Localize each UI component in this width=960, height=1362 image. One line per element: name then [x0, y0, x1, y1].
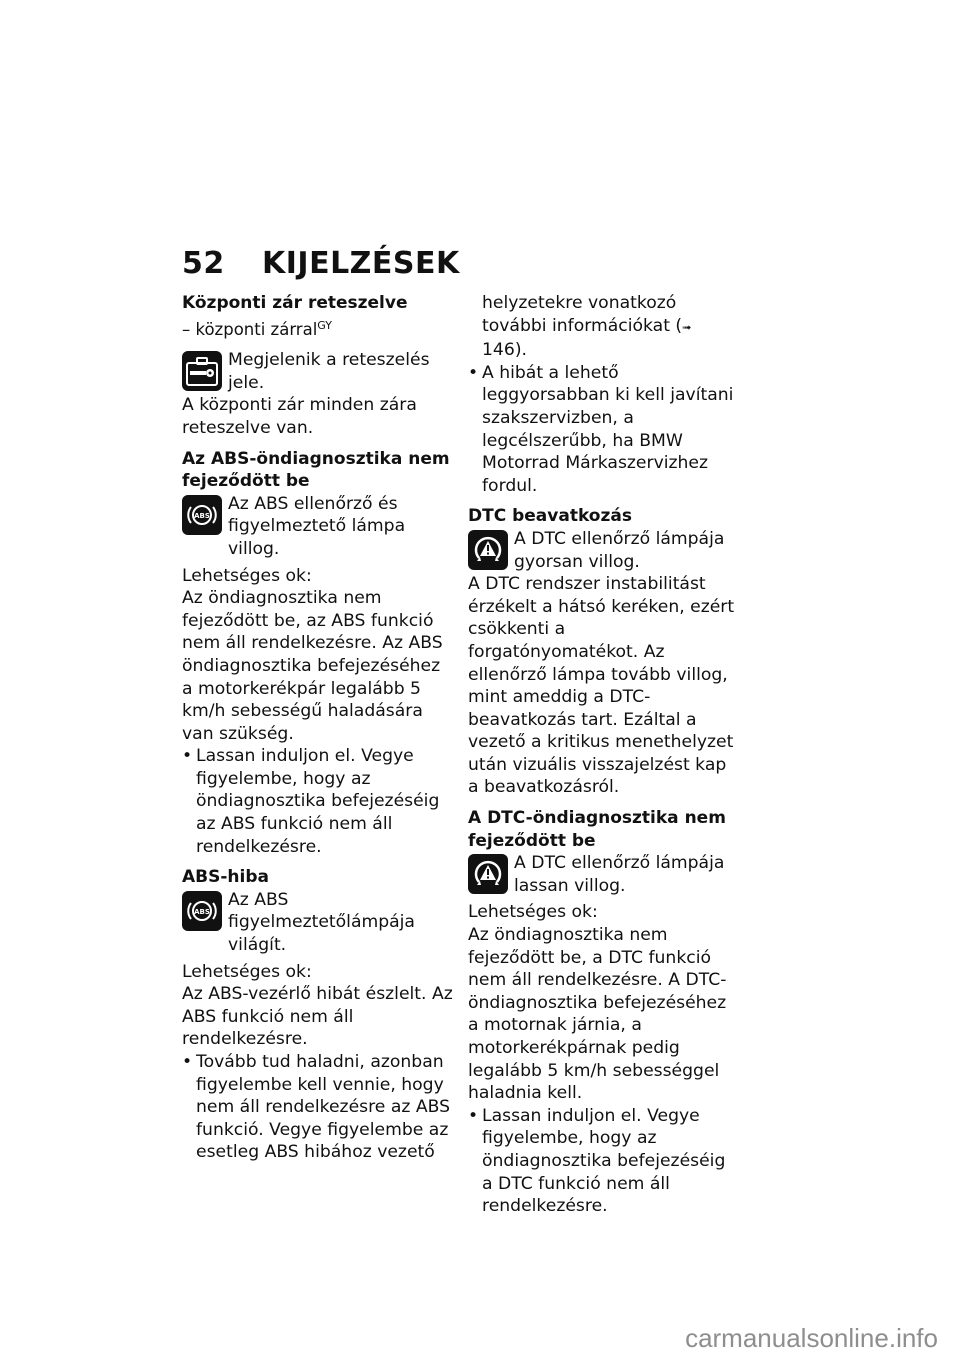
body-text: Az ABS-vezérlő hibát észlelt. Az ABS funkció nem áll rendelkezésre. [182, 984, 453, 1050]
left-column [182, 292, 454, 1164]
indicator-description: A DTC ellenőrző lámpája gyorsan villog. [514, 528, 725, 572]
abs-warning-icon [182, 891, 222, 931]
cause-label: Lehetséges ok: [182, 961, 312, 982]
option-marker: GY [317, 318, 332, 332]
indicator-row [182, 349, 454, 394]
indicator-description: Megjelenik a reteszelés jele. [228, 350, 430, 393]
bullet-item: • Lassan induljon el. Vegye figyelembe, hogy az öndiagnosztika befejezéséig az ABS funkció nem áll rendelkezésre. [182, 745, 454, 858]
bullet-item: • Tovább tud haladni, azonban figyelembe kell vennie, hogy nem áll rendelkezésre az ABS funkció. Vegye figyelembe az esetleg ABS hibához vezető [182, 1051, 454, 1164]
indicator-description: A DTC ellenőrző lámpája lassan villog. [514, 853, 725, 896]
section-heading-abs-selfdiag: Az ABS-öndiagnosztika nem fejeződött be [182, 448, 450, 492]
body-text: A központi zár minden zára reteszelve van. [182, 395, 417, 438]
section-heading-dtc-selfdiag: A DTC-öndiagnosztika nem fejeződött be [468, 808, 726, 851]
bullet-item: • Lassan induljon el. Vegye figyelembe, hogy az öndiagnosztika befejezéséig a DTC funkció nem áll rendelkezésre. [468, 1105, 740, 1218]
dtc-warning-icon [468, 854, 508, 894]
indicator-row [468, 852, 740, 897]
svg-text:ABS: ABS [194, 907, 210, 916]
body-text: A DTC rendszer instabilitást érzékelt a hátsó keréken, ezért csökkenti a forgatónyomatékot. Az ellenőrző lámpa tovább villog, mint ameddig a DTC-beavatkozás tart. Ezáltal a vezető a kritikus menethelyzet után vizuális visszajelzést kap a beavatkozásról. [468, 574, 735, 798]
indicator-row [182, 493, 454, 561]
page-reference-arrow-icon: ➟ [682, 320, 692, 334]
watermark: carmanualsonline.info [685, 1323, 938, 1353]
section-subheading: – központi zárral$^{GY}$ [182, 318, 332, 339]
section-heading-central-lock: Központi zár reteszelve [182, 293, 408, 313]
section-heading-dtc-intervention: DTC beavatkozás [468, 506, 632, 527]
abs-warning-icon [182, 495, 222, 535]
page-number: 52 [182, 246, 225, 281]
page-header [182, 246, 460, 281]
bullet-item: • A hibát a lehető leggyorsabban ki kell javítani szakszervizben, a legcélszerűbb, ha BMW Motorrad Márkaszervizhez fordul. [468, 362, 740, 498]
page-title: KIJELZÉSEK [262, 246, 460, 281]
indicator-row [182, 889, 454, 957]
svg-text:ABS: ABS [194, 511, 210, 520]
dtc-warning-icon [468, 530, 508, 570]
cause-label: Lehetséges ok: [468, 902, 598, 923]
continuation-text: helyzetekre vonatkozó további információkat (➟ 146). [482, 293, 692, 361]
central-lock-key-icon [182, 351, 222, 391]
section-heading-abs-fault: ABS-hiba [182, 867, 269, 888]
body-text: Az öndiagnosztika nem fejeződött be, a DTC funkció nem áll rendelkezésre. A DTC-öndiagnosztika befejezéséhez a motornak járnia, a motorkerékpárnak pedig legalább 5 km/h sebességgel haladnia kell. [468, 925, 727, 1104]
right-column [468, 292, 740, 1218]
page-reference-link[interactable]: 146 [482, 340, 515, 361]
indicator-description: Az ABS figyelmeztetőlámpája világít. [228, 889, 415, 956]
indicator-row [468, 528, 740, 573]
cause-label: Lehetséges ok: [182, 565, 312, 586]
indicator-description: Az ABS ellenőrző és figyelmeztető lámpa villog. [228, 493, 406, 559]
body-text: Az öndiagnosztika nem fejeződött be, az ABS funkció nem áll rendelkezésre. Az ABS öndiagnosztika befejezéséhez a motorkerékpár legalább 5 km/h sebességű haladására van szükség. [182, 588, 443, 744]
